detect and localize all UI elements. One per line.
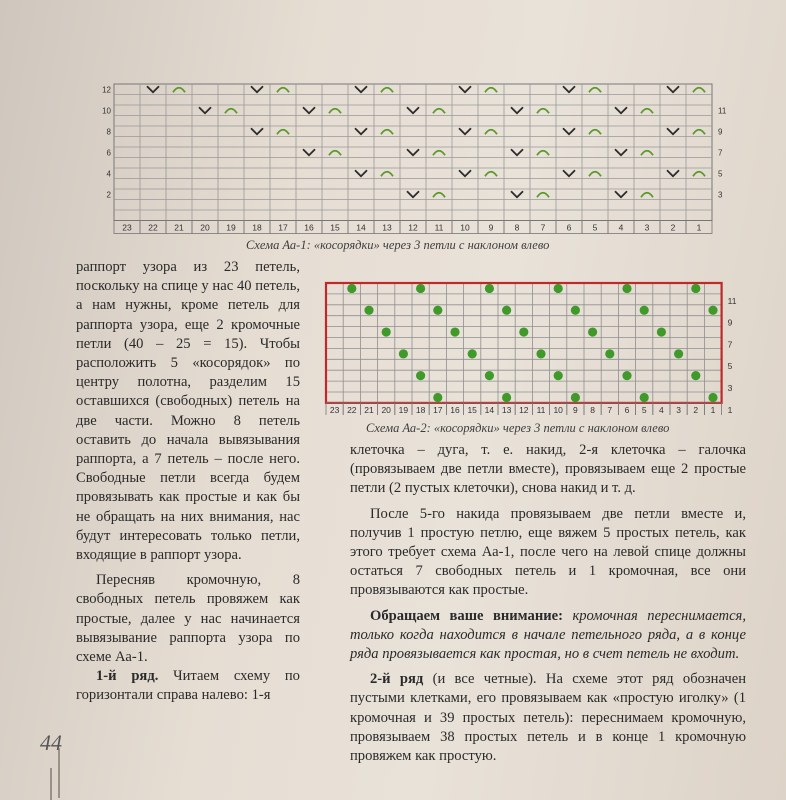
stitch-dot — [399, 349, 408, 358]
row2-paren: (и все четные). — [432, 671, 537, 688]
yarn-over-symbol — [277, 88, 289, 93]
stitch-dot — [468, 349, 477, 358]
yarn-over-symbol — [485, 88, 497, 93]
stitch-dot — [691, 371, 700, 380]
stitch-dot — [640, 393, 649, 402]
stitch-dot — [640, 306, 649, 315]
decrease-symbol — [303, 149, 315, 155]
row2-paragraph — [350, 670, 746, 766]
column-number: 7 — [540, 222, 546, 233]
column-number: 19 — [398, 404, 409, 415]
row-number-right: 9 — [718, 127, 723, 137]
attention-paragraph — [350, 607, 746, 665]
stitch-dot — [416, 371, 425, 380]
chart-aa2-svg — [322, 275, 740, 415]
row-number-left: 4 — [106, 169, 111, 179]
stitch-dot — [364, 306, 373, 315]
yarn-over-symbol — [433, 193, 445, 198]
column-number: 9 — [488, 222, 494, 233]
left-paragraph-2: Пересняв кромочную, 8 свободных петель провяжем как простые, далее у нас начинается вывязывание раппорта узора по схеме Аа-1. — [76, 572, 300, 666]
yarn-over-symbol — [537, 109, 549, 114]
column-number: 23 — [329, 404, 340, 415]
chart-aa1-svg — [86, 80, 740, 234]
yarn-over-symbol — [589, 88, 601, 93]
column-number: 1 — [696, 222, 702, 233]
row-number-right: 7 — [727, 339, 733, 350]
column-number: 13 — [382, 222, 392, 233]
yarn-over-symbol — [641, 109, 653, 114]
decrease-symbol — [459, 86, 471, 92]
decrease-symbol — [615, 107, 627, 113]
column-number: 11 — [434, 222, 444, 233]
yarn-over-symbol — [641, 193, 653, 198]
column-number: 10 — [460, 222, 470, 233]
column-number: 1 — [710, 404, 716, 415]
decrease-symbol — [355, 170, 367, 176]
decrease-symbol — [511, 191, 523, 197]
column-number: 22 — [347, 404, 357, 415]
decrease-symbol — [667, 170, 679, 176]
decrease-symbol — [355, 86, 367, 92]
decrease-symbol — [563, 170, 575, 176]
decrease-symbol — [563, 128, 575, 134]
stitch-dot — [622, 371, 631, 380]
column-number: 18 — [252, 222, 262, 233]
row-number-left: 2 — [106, 190, 111, 200]
decrease-symbol — [407, 107, 419, 113]
right-paragraph-1: клеточка – дуга, т. е. накид, 2-я клеточка – галочка (провязываем две петли вместе), провязываем еще 2 простые петли (2 пустых клеточки), снова накид и т. д. — [350, 442, 746, 497]
stitch-dot — [571, 393, 580, 402]
left-paragraph-1: раппорт узора из 23 петель, поскольку на спице у нас 40 петель, а нам нужны, кроме петель для раппорта узора, еще 2 кромочные петли (40 – 25 = 15). Чтобы расположить 5 «косорядок» по центру полотна, разделим 15 оставшихся (свободных) петель на две части. Можно 8 петель оставить до начала вывязывания раппорта, а 7 петель – после него. Свободные петли всегда будем провязывать как простые и как бы не обращать на них внимания, нас будут интересовать только петли, входящие в раппорт узора. — [76, 259, 300, 564]
yarn-over-symbol — [433, 151, 445, 156]
stitch-dot — [485, 371, 494, 380]
stitch-dot — [519, 327, 528, 336]
stitch-dot — [708, 306, 717, 315]
column-number: 22 — [148, 222, 158, 233]
yarn-over-symbol — [485, 130, 497, 135]
yarn-over-symbol — [381, 88, 393, 93]
column-number: 11 — [536, 404, 546, 415]
column-number: 3 — [644, 222, 650, 233]
stitch-dot — [450, 327, 459, 336]
column-number: 17 — [433, 404, 443, 415]
column-number: 16 — [450, 404, 460, 415]
column-number: 18 — [415, 404, 426, 415]
stitch-dot — [536, 349, 545, 358]
decrease-symbol — [407, 149, 419, 155]
decrease-symbol — [407, 191, 419, 197]
right-text-column — [350, 441, 746, 766]
stitch-dot — [433, 393, 442, 402]
yarn-over-symbol — [537, 193, 549, 198]
stitch-dot — [554, 371, 563, 380]
stitch-dot — [691, 284, 700, 293]
column-number: 8 — [514, 222, 520, 233]
decrease-symbol — [615, 191, 627, 197]
yarn-over-symbol — [693, 88, 705, 93]
column-number: 4 — [618, 222, 624, 233]
column-number: 7 — [607, 404, 613, 415]
row-number-left: 12 — [102, 85, 111, 95]
left-paragraph-row1 — [76, 667, 300, 705]
row-number-left: 6 — [106, 148, 111, 158]
column-number: 6 — [566, 222, 572, 233]
column-number: 5 — [641, 404, 647, 415]
stitch-dot — [382, 327, 391, 336]
stitch-dot — [571, 306, 580, 315]
decrease-symbol — [147, 86, 159, 92]
column-number: 23 — [122, 222, 132, 233]
attention-heading: Обращаем ваше внимание: — [370, 607, 563, 624]
pattern-repeat-frame — [326, 283, 722, 403]
yarn-over-symbol — [537, 151, 549, 156]
column-number: 21 — [364, 404, 374, 415]
row-number-right: 3 — [718, 190, 723, 200]
column-number: 16 — [304, 222, 314, 233]
decrease-symbol — [303, 107, 315, 113]
stitch-dot — [502, 306, 511, 315]
decrease-symbol — [667, 128, 679, 134]
column-number: 9 — [573, 404, 578, 415]
column-number: 20 — [381, 404, 391, 415]
decrease-symbol — [459, 170, 471, 176]
yarn-over-symbol — [329, 109, 341, 114]
left-text-column — [76, 258, 300, 706]
yarn-over-symbol — [381, 172, 393, 177]
column-number: 6 — [624, 404, 630, 415]
stitch-dot — [622, 284, 631, 293]
decrease-symbol — [199, 107, 211, 113]
row-number-right: 5 — [727, 361, 733, 372]
column-number: 12 — [519, 404, 529, 415]
row-number-right: 3 — [727, 383, 733, 393]
column-number: 4 — [659, 404, 664, 415]
row-number-left: 10 — [102, 106, 111, 116]
row1-heading: 1-й ряд. — [96, 668, 159, 685]
stitch-dot — [588, 327, 597, 336]
stitch-dot — [485, 284, 494, 293]
yarn-over-symbol — [641, 151, 653, 156]
chart-aa2-caption: Схема Аа-2: «косорядки» через 3 петли с наклоном влево — [366, 421, 670, 435]
column-number: 3 — [676, 404, 681, 415]
stitch-dot — [502, 393, 511, 402]
decorative-line — [50, 768, 52, 800]
row-number-right: 11 — [718, 106, 727, 116]
column-number: 19 — [226, 222, 236, 233]
decrease-symbol — [511, 149, 523, 155]
chart-aa1-frame — [114, 84, 712, 221]
yarn-over-symbol — [693, 130, 705, 135]
stitch-dot — [605, 349, 614, 358]
row-number-left: 8 — [106, 127, 111, 137]
stitch-dot — [708, 393, 717, 402]
row2-heading: 2-й ряд — [370, 671, 424, 688]
column-number: 21 — [174, 222, 184, 233]
row-number-right: 11 — [727, 295, 737, 306]
yarn-over-symbol — [329, 151, 341, 156]
column-number: 5 — [592, 222, 598, 233]
column-number: 8 — [590, 404, 595, 415]
column-number: 20 — [200, 222, 210, 233]
stitch-dot — [416, 284, 425, 293]
column-number: 10 — [553, 404, 563, 415]
chart-aa2 — [322, 275, 740, 415]
decrease-symbol — [251, 128, 263, 134]
yarn-over-symbol — [225, 109, 237, 114]
stitch-dot — [554, 284, 563, 293]
yarn-over-symbol — [433, 109, 445, 114]
page-number: 44 — [40, 730, 62, 755]
right-paragraph-2: После 5-го накида провязываем две петли вместе и, получив 1 простую петлю, еще вяжем 5 простых петель, как этого требует схема Аа-1, после чего на левой спице должны остаться 7 свободных петель и 1 кромочная, все они провязываются как простые. — [350, 505, 746, 599]
decrease-symbol — [563, 86, 575, 92]
decrease-symbol — [355, 128, 367, 134]
column-number: 2 — [670, 222, 676, 233]
row-number-right: 7 — [718, 148, 723, 158]
column-number: 17 — [278, 222, 288, 233]
column-number: 14 — [356, 222, 366, 233]
stitch-dot — [433, 306, 442, 315]
decrease-symbol — [251, 86, 263, 92]
column-number: 14 — [484, 404, 495, 415]
decrease-symbol — [459, 128, 471, 134]
column-number: 15 — [330, 222, 340, 233]
chart-aa1 — [86, 80, 740, 234]
row-number-right: 5 — [718, 169, 723, 179]
column-number: 15 — [467, 404, 477, 415]
decrease-symbol — [615, 149, 627, 155]
row2-text: На схеме этот ряд обозначен пустыми клетками, его провязываем как «простую иголку» (1 кромочная и 39 простых петель): переснимаем кромочную, провязываем 38 простых петель и в конце 1 кромочную провяжем как простую. — [350, 671, 747, 765]
column-number: 12 — [408, 222, 418, 233]
stitch-dot — [347, 284, 356, 293]
yarn-over-symbol — [485, 172, 497, 177]
yarn-over-symbol — [173, 88, 185, 93]
decrease-symbol — [511, 107, 523, 113]
yarn-over-symbol — [381, 130, 393, 135]
yarn-over-symbol — [277, 130, 289, 135]
decrease-symbol — [667, 86, 679, 92]
row-number-right: 1 — [727, 404, 733, 415]
chart-aa1-caption: Схема Аа-1: «косорядки» через 3 петли с наклоном влево — [246, 238, 550, 252]
stitch-dot — [674, 349, 683, 358]
column-number: 2 — [693, 404, 699, 415]
column-number: 13 — [501, 404, 512, 415]
yarn-over-symbol — [589, 130, 601, 135]
yarn-over-symbol — [589, 172, 601, 177]
attention-text: кромочная переснимается, только когда находится в начале петельного ряда, а в конце ряда провязывается как простая, но в счет петель не входит. — [350, 607, 746, 663]
row-number-right: 9 — [727, 317, 733, 328]
row1-text: Читаем схему по горизонтали справа налево: 1-я — [76, 668, 300, 704]
yarn-over-symbol — [693, 172, 705, 177]
stitch-dot — [657, 327, 666, 336]
